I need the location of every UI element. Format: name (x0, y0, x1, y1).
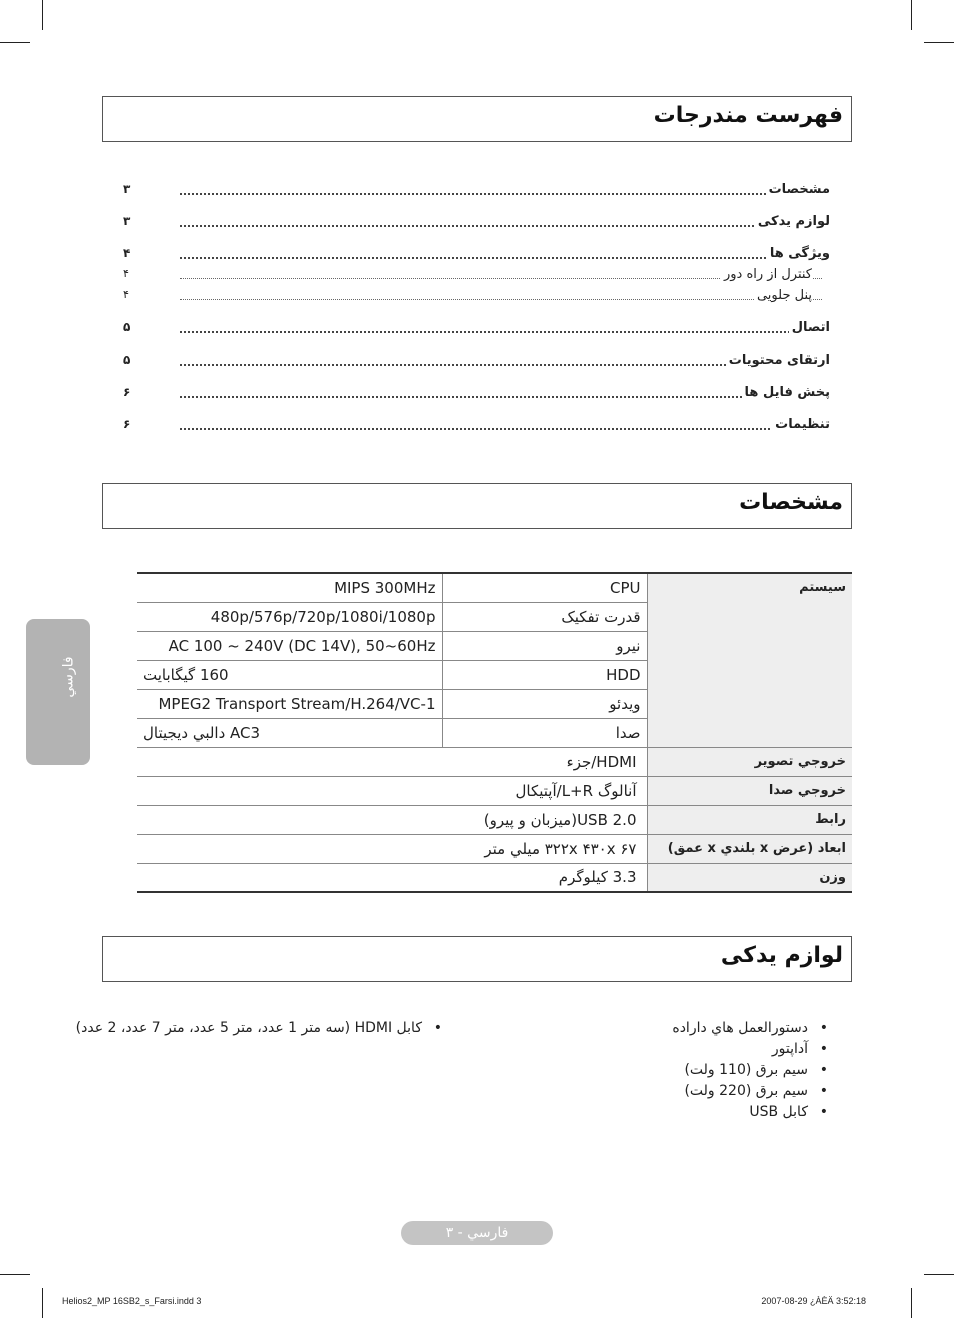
list-item: • سيم برق (110 ولت) (672, 1062, 830, 1083)
crop-mark (911, 1288, 912, 1318)
crop-mark (42, 0, 43, 30)
toc-entry-label: پنل جلويی (754, 288, 812, 303)
crop-mark (42, 1288, 43, 1318)
toc-leader-dots (180, 225, 822, 227)
spec-value: 480p/576p/720p/1080i/1080p (137, 602, 442, 631)
crop-mark (911, 0, 912, 30)
spec-value: آنالوگ L+R/آپتيکال (137, 776, 647, 805)
list-item: • سيم برق (220 ولت) (672, 1083, 830, 1104)
toc-leader-dots (180, 193, 822, 195)
page-number: فارسي - ۳ (401, 1221, 553, 1245)
spec-value: MPEG2 Transport Stream/H.264/VC-1 (137, 689, 442, 718)
toc-entry-page: ۳ (123, 182, 131, 196)
table-row (137, 834, 852, 863)
list-item: • کابل HDMI (سه متر 1 عدد، متر 5 عدد، متر 7 عدد، 2 عدد) (76, 1020, 444, 1041)
toc-entry[interactable] (120, 246, 832, 266)
specs-title: مشخصات (739, 490, 843, 515)
toc-entry-page: ۴ (123, 246, 131, 260)
spec-name-text: CPU (610, 578, 641, 597)
spec-value: USB 2.0(ميزبان و پيرو) (137, 805, 647, 834)
crop-mark (0, 1274, 30, 1275)
accessories-list-right (672, 1020, 830, 1125)
toc-entry-label: کنترل از راه دور (721, 267, 812, 282)
table-row (137, 863, 852, 892)
list-item: • دستورالعمل هاي داراده (672, 1020, 830, 1041)
toc-header-box (102, 96, 852, 142)
spec-value: AC 100 ~ 240V (DC 14V), 50~60Hz (137, 631, 442, 660)
table-row (137, 747, 852, 776)
toc-entry-label: پخش فايل ها (742, 385, 830, 400)
spec-name (442, 573, 647, 602)
toc-entry[interactable] (120, 214, 832, 234)
specs-header-box (102, 483, 852, 529)
spec-value (137, 660, 442, 689)
toc-entry-label: اتصال (789, 320, 830, 335)
spec-value-text: 160 گيگابايت (143, 665, 229, 684)
table-row (137, 776, 852, 805)
toc-entry-page: ۶ (123, 385, 131, 399)
toc-entry[interactable] (120, 320, 832, 340)
toc-entry[interactable] (120, 353, 832, 373)
specs-table (137, 572, 852, 893)
spec-name-text: HDD (606, 665, 641, 684)
spec-category: وزن (647, 863, 852, 892)
toc-entry-page: ۴ (123, 267, 129, 280)
footer-timestamp: 2007-08-29 ¿ÀÈÄ 3:52:18 (761, 1296, 866, 1306)
toc-leader-dots (180, 331, 822, 333)
spec-name: قدرت تفکيک (442, 602, 647, 631)
spec-category: سيستم (647, 573, 852, 747)
list-item: • کابل USB (672, 1104, 830, 1125)
spec-category: خروجي تصوير (647, 747, 852, 776)
spec-value-text: AC3 دالبي ديجيتال (143, 723, 261, 742)
toc-entry-page: ۳ (123, 214, 131, 228)
crop-mark (924, 42, 954, 43)
toc-entry-label: مشخصات (766, 182, 830, 197)
language-side-tab-label: فارسي (60, 656, 77, 698)
toc-entry-label: ارتقای محتويات (726, 353, 830, 368)
spec-value (137, 718, 442, 747)
toc-entry-page: ۶ (123, 417, 131, 431)
spec-name (442, 660, 647, 689)
toc-leader-dots (180, 396, 822, 398)
language-side-tab[interactable] (26, 619, 90, 765)
toc-leader-dots (180, 428, 822, 430)
table-row (137, 573, 852, 602)
toc-subentry[interactable] (120, 267, 832, 287)
spec-value: 3.3 کيلوگرم (137, 863, 647, 892)
spec-category: خروجي صدا (647, 776, 852, 805)
toc-subentry[interactable] (120, 288, 832, 308)
toc-entry-page: ۵ (123, 353, 131, 367)
table-row (137, 805, 852, 834)
list-item: • آداپتور (672, 1041, 830, 1062)
toc-entry-label: تنظيمات (772, 417, 830, 432)
accessories-list-left (76, 1020, 444, 1041)
accessories-header-box (102, 936, 852, 982)
spec-value: MIPS 300MHz (137, 573, 442, 602)
accessories-title: لوازم يدکی (720, 943, 843, 968)
crop-mark (0, 42, 30, 43)
toc-entry[interactable] (120, 182, 832, 202)
spec-name: ويدئو (442, 689, 647, 718)
crop-mark (924, 1274, 954, 1275)
spec-value: HDMI/جزء (137, 747, 647, 776)
toc-title: فهرست مندرجات (653, 103, 843, 128)
toc-entry[interactable] (120, 417, 832, 437)
toc-entry-page: ۵ (123, 320, 131, 334)
toc-leader-dots (180, 257, 822, 259)
spec-category: رابط (647, 805, 852, 834)
toc-leader-dots (180, 299, 822, 300)
spec-name: صدا (442, 718, 647, 747)
spec-category: ابعاد (عرض x بلندي x عمق) (647, 834, 852, 863)
spec-value: ۳۲۲x ۴۳۰x ۶۷ ميلي متر (137, 834, 647, 863)
toc-entry-label: لوازم يدکی (755, 214, 830, 229)
footer-file-info: Helios2_MP 16SB2_s_Farsi.indd 3 (62, 1296, 202, 1306)
spec-name: نيرو (442, 631, 647, 660)
toc-entry[interactable] (120, 385, 832, 405)
toc-entry-label: ويژگی ها (767, 246, 830, 261)
toc-entry-page: ۴ (123, 288, 129, 301)
